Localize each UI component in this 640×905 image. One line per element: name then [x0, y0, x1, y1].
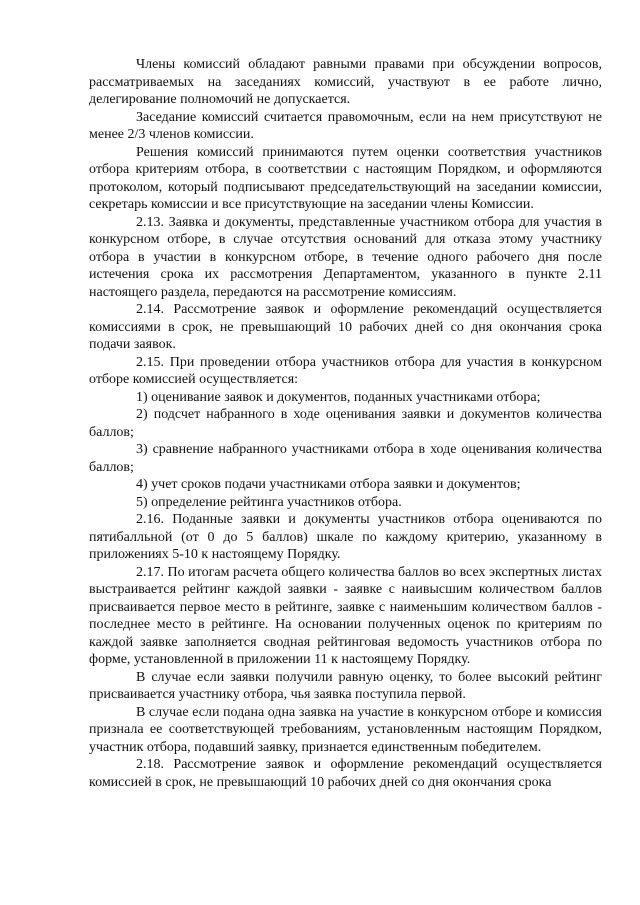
list-item-4: 4) учет сроков подачи участниками отбора заявки и документов;	[136, 477, 521, 492]
list-item-3: 3) сравнение набранного участниками отбора в ходе оценивания количества баллов;	[89, 442, 602, 475]
paragraph-decisions: Решения комиссий принимаются путем оценки соответствия участников отбора критериям отбора, в соответствии с настоящим Порядком, и оформляются протоколом, который подписывают председательствующий на заседании комиссии, секретарь комиссии и все присутствующие на заседании члены Комиссии.	[89, 144, 602, 212]
list-item-1: 1) оценивание заявок и документов, поданных участниками отбора;	[136, 389, 541, 405]
paragraph-2-17: 2.17. По итогам расчета общего количества баллов во всех экспертных листах выстраивается рейтинг каждой заявки - заявке с наивысшим количеством баллов присваивается первое место в рейтинге, заявке с наименьшим количеством баллов - последнее место в рейтинге. На основании полученных оценок по критериям по каждой заявке заполняется сводная рейтинговая ведомость участников отбора по форме, установленной в приложении 11 к настоящему Порядку.	[89, 564, 602, 667]
paragraph-2-15: 2.15. При проведении отбора участников отбора для участия в конкурсном отборе комиссией осуществляется:	[89, 354, 602, 387]
paragraph-2-16: 2.16. Поданные заявки и документы участников отбора оцениваются по пятибалльной (от 0 до 5 баллов) шкале по каждому критерию, указанному в приложениях 5-10 к настоящему Порядку.	[89, 512, 602, 562]
paragraph-2-18: 2.18. Рассмотрение заявок и оформление рекомендаций осуществляется комиссией в срок, не превышающий 10 рабочих дней со дня окончания срока	[89, 757, 602, 790]
paragraph-single-application: В случае если подана одна заявка на участие в конкурсном отборе и комиссия признала ее соответствующей требованиям, установленным настоящим Порядком, участник отбора, подавший заявку, признается единственным победителем.	[89, 704, 602, 755]
list-item-2: 2) подсчет набранного в ходе оценивания заявки и документов количества баллов;	[89, 407, 602, 440]
paragraph-quorum: Заседание комиссий считается правомочным, если на нем присутствуют не менее 2/3 членов комиссии.	[89, 109, 602, 142]
paragraph-2-14: 2.14. Рассмотрение заявок и оформление рекомендаций осуществляется комиссиями в срок, не превышающий 10 рабочих дней со дня окончания срока подачи заявок.	[89, 302, 602, 352]
list-item-5: 5) определение рейтинга участников отбора.	[136, 494, 402, 510]
paragraph-commission-rights: Члены комиссий обладают равными правами при обсуждении вопросов, рассматриваемых на заседаниях комиссий, участвуют в ее работе лично, делегирование полномочий не допускается.	[89, 57, 602, 107]
document-body	[89, 56, 602, 791]
paragraph-2-13: 2.13. Заявка и документы, представленные участником отбора для участия в конкурсном отборе, в случае отсутствия оснований для отказа этому участнику отбора в участии в конкурсном отборе, в течение одного рабочего дня после истечения срока их рассмотрения Департаментом, указанного в пункте 2.11 настоящего раздела, передаются на рассмотрение комиссиям.	[89, 214, 602, 300]
paragraph-equal-score: В случае если заявки получили равную оценку, то более высокий рейтинг присваивается участнику отбора, чья заявка поступила первой.	[89, 669, 602, 702]
